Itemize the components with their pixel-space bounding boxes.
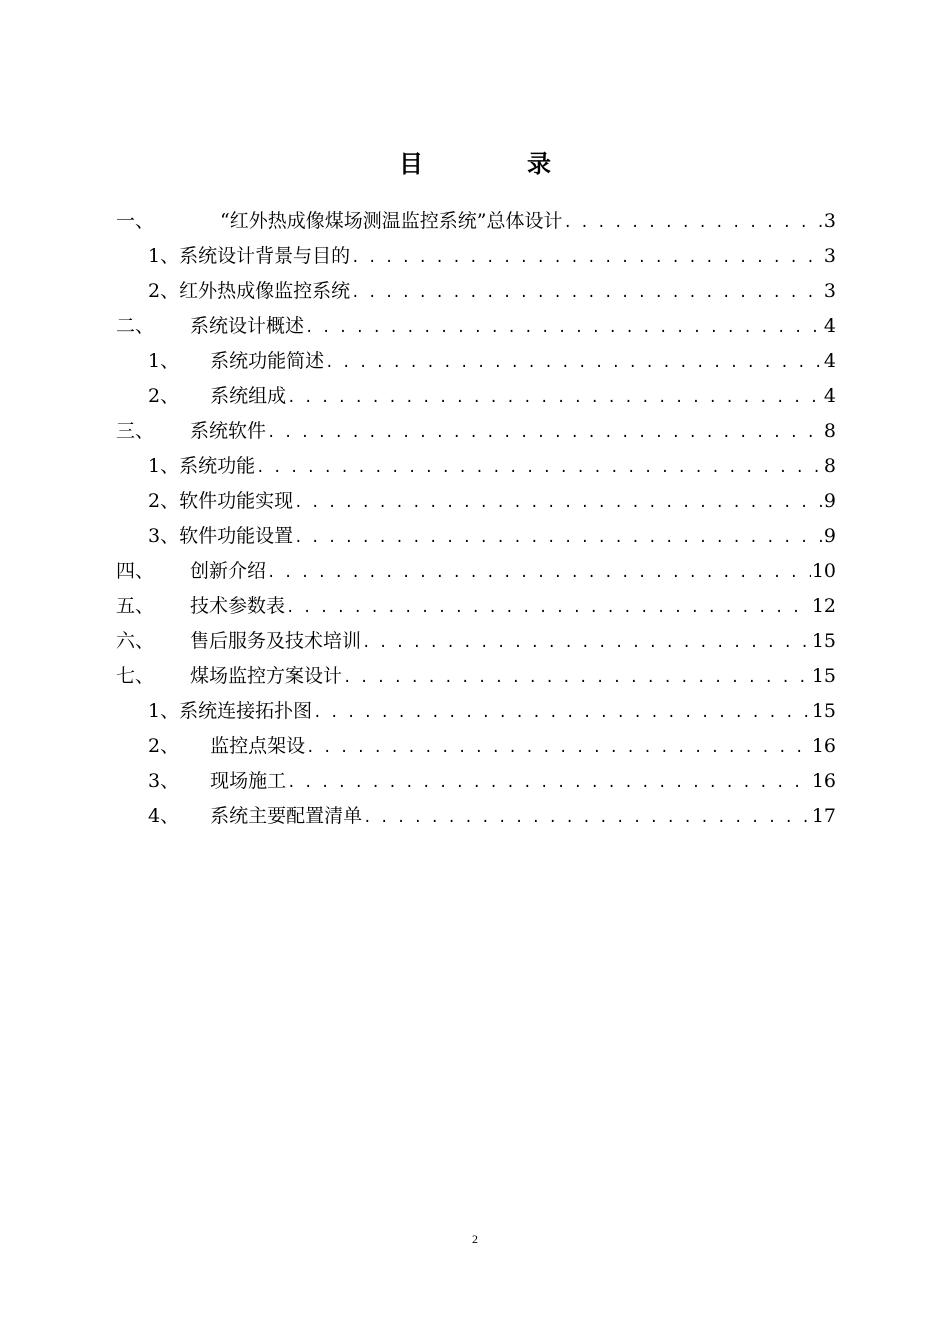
toc-number: 1、 (148, 245, 180, 267)
toc-page: 9 (823, 525, 836, 547)
toc-leader (305, 316, 823, 340)
toc-number: 四、 (116, 560, 155, 582)
toc-text: 系统组成 (210, 385, 287, 407)
toc-page: 4 (823, 385, 836, 407)
toc-leader (267, 561, 811, 585)
toc-number: 七、 (116, 665, 155, 687)
toc-page: 10 (811, 560, 836, 582)
toc-number: 1、 (148, 700, 180, 722)
toc-leader (313, 701, 811, 725)
toc-page: 9 (823, 490, 836, 512)
toc-number: 2、 (148, 385, 180, 407)
toc-page: 12 (811, 595, 836, 617)
toc-leader (286, 596, 811, 620)
toc-leader (294, 526, 823, 550)
toc-leader (306, 736, 811, 760)
toc-text: 售后服务及技术培训 (190, 630, 362, 652)
toc-text: 系统功能简述 (210, 350, 325, 372)
page-title: 目 录 (399, 150, 591, 178)
toc-text: 红外热成像监控系统 (179, 280, 351, 302)
toc-page: 8 (823, 455, 836, 477)
toc-text: 系统连接拓扑图 (179, 700, 313, 722)
toc-number: 五、 (116, 595, 155, 617)
toc-entry[interactable] (116, 664, 836, 699)
toc-leader (294, 491, 823, 515)
toc-number: 2、 (148, 735, 180, 757)
toc-page: 15 (811, 630, 836, 652)
toc-page: 4 (823, 315, 836, 337)
toc-entry[interactable] (116, 314, 836, 349)
toc-leader (287, 771, 811, 795)
toc-page: 16 (811, 770, 836, 792)
toc-number: 4、 (148, 805, 180, 827)
toc-leader (363, 806, 811, 830)
toc-leader (343, 666, 811, 690)
toc-entry[interactable] (116, 349, 836, 384)
toc-entry[interactable] (116, 699, 836, 734)
toc-leader (325, 351, 823, 375)
toc-entry[interactable] (116, 454, 836, 489)
toc-entry[interactable] (116, 419, 836, 454)
toc-leader (287, 386, 823, 410)
toc-leader (351, 281, 823, 305)
toc-entry[interactable] (116, 769, 836, 804)
toc-leader (256, 456, 823, 480)
toc-number: 一、 (116, 210, 155, 232)
toc-number: 2、 (148, 490, 180, 512)
toc-text: 现场施工 (210, 770, 287, 792)
toc-text: 系统功能 (179, 455, 256, 477)
toc-entry[interactable] (116, 489, 836, 524)
toc-page: 15 (811, 700, 836, 722)
toc-entry[interactable] (116, 734, 836, 769)
toc-number: 二、 (116, 315, 155, 337)
toc-entry[interactable] (116, 209, 836, 244)
toc-text: 系统软件 (190, 420, 267, 442)
toc-entry[interactable] (116, 279, 836, 314)
toc-text: 技术参数表 (190, 595, 286, 617)
toc-page: 17 (811, 805, 836, 827)
toc-page: 4 (823, 350, 836, 372)
toc-leader (563, 211, 822, 235)
toc-number: 3、 (148, 525, 180, 547)
page-number: 2 (472, 1232, 478, 1246)
toc-page: 8 (823, 420, 836, 442)
toc-number: 1、 (148, 350, 180, 372)
toc-text: 软件功能实现 (179, 490, 294, 512)
toc-text: 监控点架设 (210, 735, 306, 757)
toc-text: 系统设计概述 (190, 315, 305, 337)
toc-page: 15 (811, 665, 836, 687)
toc-text: 创新介绍 (190, 560, 267, 582)
toc-entry[interactable] (116, 244, 836, 279)
toc-leader (351, 246, 823, 270)
toc-entry[interactable] (116, 524, 836, 559)
toc-entry[interactable] (116, 594, 836, 629)
toc-number: 2、 (148, 280, 180, 302)
toc-text: “红外热成像煤场测温监控系统”总体设计 (220, 210, 563, 232)
toc-page: 3 (823, 280, 836, 302)
toc-entry[interactable] (116, 559, 836, 594)
toc-number: 三、 (116, 420, 155, 442)
toc-leader (267, 421, 823, 445)
toc-text: 软件功能设置 (179, 525, 294, 547)
toc-entry[interactable] (116, 384, 836, 419)
toc-leader (362, 631, 811, 655)
toc-text: 系统设计背景与目的 (179, 245, 351, 267)
toc-number: 六、 (116, 630, 155, 652)
toc-entry[interactable] (116, 629, 836, 664)
toc-number: 1、 (148, 455, 180, 477)
toc-text: 煤场监控方案设计 (190, 665, 343, 687)
toc-page: 16 (811, 735, 836, 757)
toc-page: 3 (823, 210, 836, 232)
toc-text: 系统主要配置清单 (210, 805, 363, 827)
toc-number: 3、 (148, 770, 180, 792)
toc-page: 3 (823, 245, 836, 267)
toc-entry[interactable] (116, 804, 836, 839)
